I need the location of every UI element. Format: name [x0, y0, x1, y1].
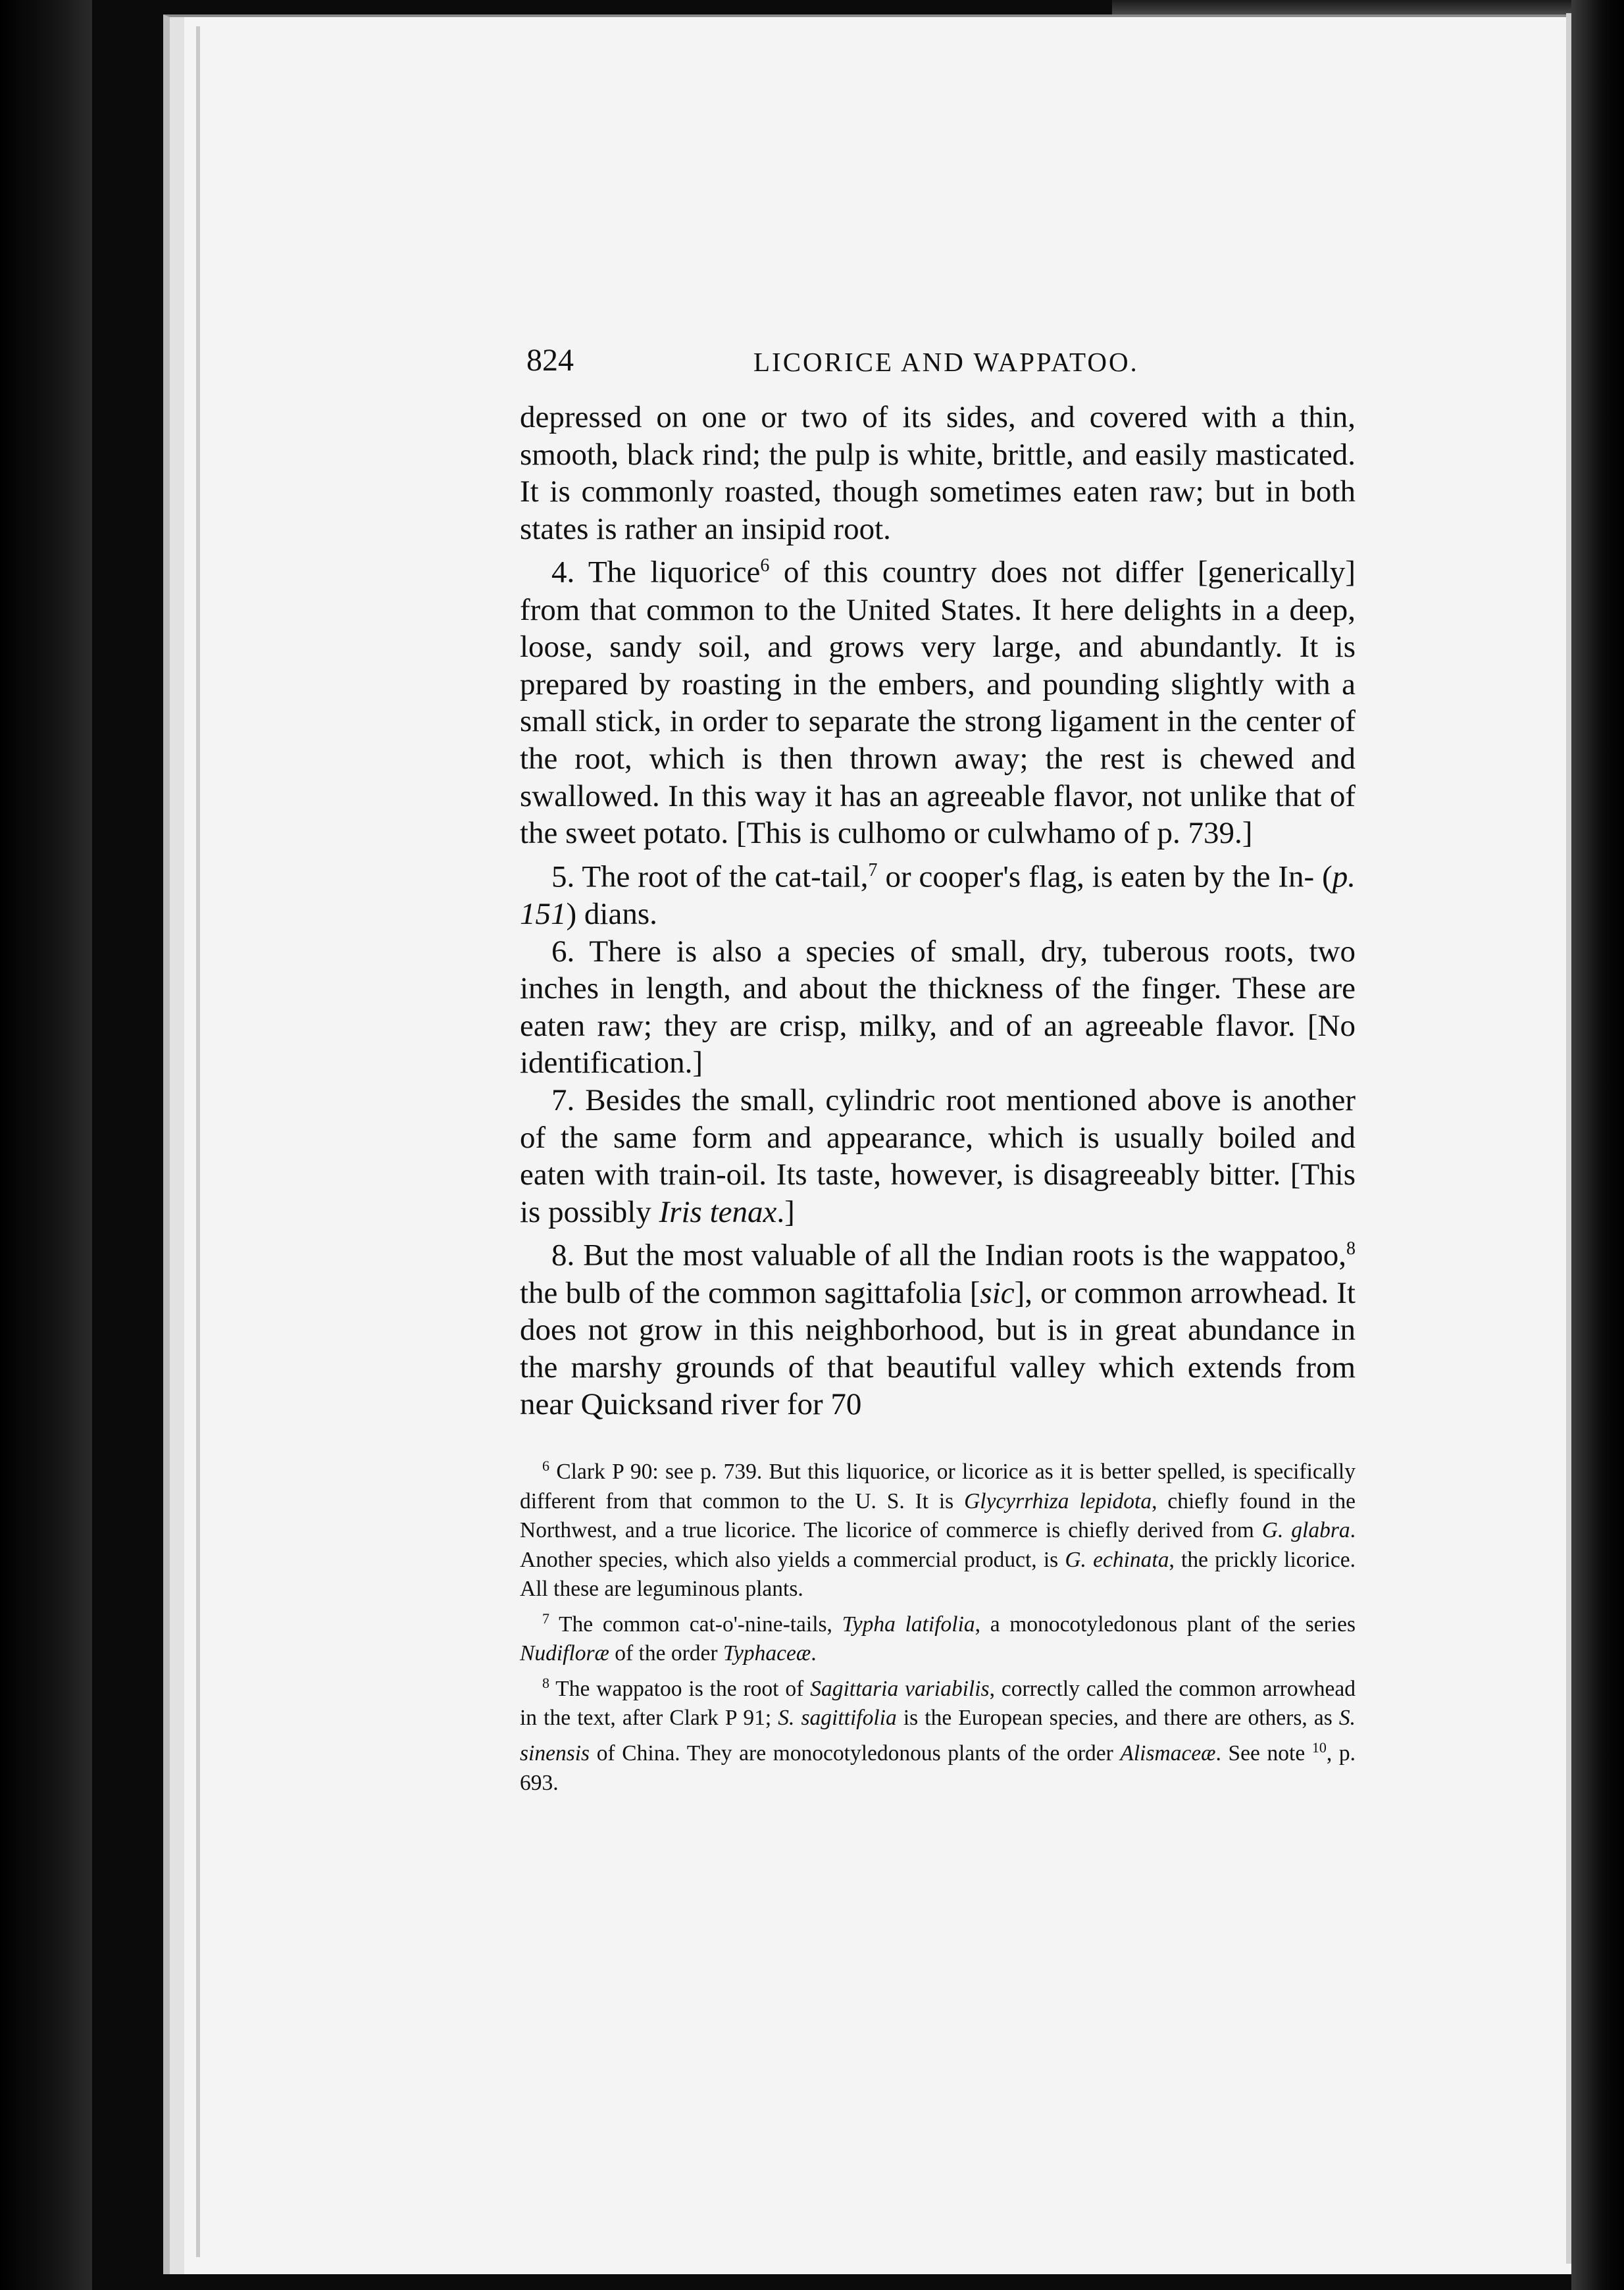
page-reference: p. 151: [520, 859, 1356, 932]
footnote-8: $^8$ The wappatoo is the root of Sagittaria variabilis, correctly called the common arrowhead in the text, after Clark P 91; S. sagittifolia is the European species, and there are others, as S. sinensis of China. They are monocotyledonous plants of the order Alismaceæ. See note $^{10}$, p. 693.: [520, 1674, 1356, 1795]
paragraph-tuberous-roots: 6. There is also a species of small, dry, tuberous roots, two inches in length, and about the thickness of the finger. These are eaten raw; they are crisp, milky, and of an agreeable flavor. [No identification.]: [520, 934, 1356, 1081]
scan-right-margin: [1571, 0, 1624, 2290]
footnote-ref: 6: [760, 555, 770, 576]
footnote-ref: 8: [1346, 1238, 1356, 1260]
footnote-7: $^7$ The common cat-o'-nine-tails, Typha latifolia, a monocotyledonous plant of the series Nudifloræ of the order Typhaceæ.: [520, 1610, 1356, 1666]
footnotes: [520, 1452, 1356, 1798]
paragraph-cylindric-root: 7. Besides the small, cylindric root mentioned above is another of the same form and appearance, which is usually boiled and eaten with train-oil. Its taste, however, is disagreeably bitter. [This is possibly Iris tenax.]: [520, 1083, 1356, 1229]
paragraph-wappatoo: 8. But the most valuable of all the Indian roots is the wappatoo,$^8$ the bulb of the common sagittafolia [sic], or common arrowhead. It does not grow in this neighborhood, but is in great abundance in the marshy grounds of that beautiful valley which extends from near Quicksand river for 70: [520, 1238, 1356, 1422]
scan-left-margin: [0, 0, 92, 2290]
paragraph-liquorice: 4. The liquorice$^6$ of this country does not differ [generically] from that common to the United States. It here delights in a deep, loose, sandy soil, and grows very large, and abundantly. It is prepared by roasting in the embers, and pounding slightly with a small stick, in order to separate the strong ligament in the center of the root, which is then thrown away; the rest is chewed and swallowed. In this way it has an agreeable flavor, not unlike that of the sweet potato. [This is culhomo or culwhamo of p. 739.]: [520, 555, 1356, 851]
page-inner-edge: [196, 26, 200, 2257]
paragraph-cat-tail: 5. The root of the cat-tail,$^7$ or cooper's flag, is eaten by the In- (p. 151) dians.: [520, 859, 1356, 932]
footnote-6: $^6$ Clark P 90: see p. 739. But this liquorice, or licorice as it is better spelled, is specifically different from that common to the U. S. It is Glycyrrhiza lepidota, chiefly found in the Northwest, and a true licorice. The licorice of commerce is chiefly derived from G. glabra. Another species, which also yields a commercial product, is G. echinata, the prickly licorice. All these are leguminous plants.: [520, 1458, 1356, 1602]
page-number: 824: [526, 343, 574, 378]
footnote-ref: 7: [868, 859, 878, 880]
page-header: [526, 342, 1356, 388]
paragraph-continued: depressed on one or two of its sides, and covered with a thin, smooth, black rind; the pulp is white, brittle, and easily masticated. It is commonly roasted, though sometimes eaten raw; but in both states is rather an insipid root.: [520, 400, 1356, 546]
running-title: LICORICE AND WAPPATOO.: [753, 347, 1139, 377]
body-text: [520, 399, 1356, 1423]
